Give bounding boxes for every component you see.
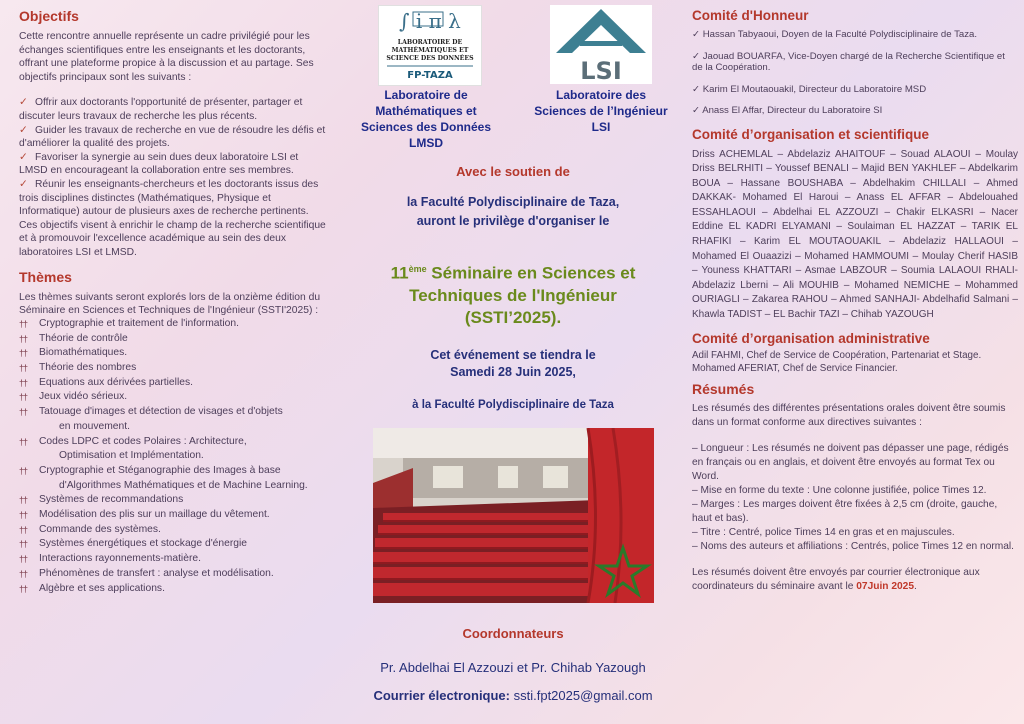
check-icon: ✓ (19, 124, 28, 136)
check-icon: ✓ (692, 29, 701, 40)
theme-item: †† Systèmes énergétiques et stockage d'énergie (19, 537, 328, 552)
check-icon: ✓ (19, 97, 28, 109)
honneur-item: ✓ Jaouad BOUARFA, Vice-Doyen chargé de la Recherche Scientifique et de la Coopération. (692, 50, 1005, 73)
honneur-title: Comité d'Honneur (692, 8, 809, 23)
objectifs-intro: Cette rencontre annuelle représente un cadre privilégié pour les échanges scientifiques entre les enseignants et les doctorants, offrant une plateforme propice à la discussion et au partage. Ses objectifs principaux sont les suivants : (19, 31, 314, 83)
coord-names: Pr. Abdelhai El Azzouzi et Pr. Chihab Yazough (380, 660, 646, 675)
objectifs-title: Objectifs (19, 8, 79, 24)
right-column (686, 0, 1024, 724)
themes-intro: Les thèmes suivants seront explorés lors de la onzième édition du Séminaire en Sciences et Techniques de l'Ingénieur (SSTI'2025) : (19, 291, 321, 316)
dagger-icon: †† (19, 583, 28, 594)
auditorium-illustration (373, 428, 654, 603)
dagger-icon: †† (19, 495, 28, 506)
faculty-line1: la Faculté Polydisciplinaire de Taza, (406, 195, 620, 209)
dagger-icon: †† (19, 377, 28, 388)
svg-text:FP-TAZA: FP-TAZA (407, 70, 453, 81)
svg-text:LABORATOIRE DE: LABORATOIRE DE (397, 39, 463, 46)
event-line2: Samedi 28 Juin 2025, (450, 365, 576, 379)
theme-item: †† Tatouage d'images et détection de visages et d'objets en mouvement. (19, 406, 283, 432)
objectif-item: ✓ Guider les travaux de recherche en vue de résoudre les défis et d'améliorer la qualité des projets. (19, 124, 326, 150)
dagger-icon: †† (19, 392, 28, 403)
svg-text:MATHÉMATIQUES ET: MATHÉMATIQUES ET (391, 47, 469, 54)
resumes-title: Résumés (692, 380, 755, 397)
admin-committee-title: Comité d’organisation administrative (692, 330, 930, 346)
theme-item: †† Algèbre et ses applications. (19, 582, 328, 597)
resumes-rule: – Titre : Centré, police Times 14 en gras et en majuscules. (692, 526, 955, 538)
dagger-icon: †† (19, 333, 28, 344)
dagger-icon: †† (19, 348, 28, 359)
sci-committee-members: Driss ACHEMLAL – Abdelaziz AHAITOUF – Souad ALAOUI – Moulay Driss BELRHITI – Youssef BENALI – Majid BEN YAKHLEF – Abdelkarim BOUA – Hassane BOUSHABA – Abdelhakim CHILLALI – Ahmed DAKKAK- Mohamed El Haroui – Anass EL AFFAR – Abdelouahed ESSAHLAOUI – Abdelhai EL AZZOUZI – Chakir ELKASRI – Nacer Eddine EL KADRI ELYAMANI – Soulaiman EL HAZZAT – TARIK EL RHAFIKI – Karim EL MOUTAOUAKIL – Abdelaziz HALLAOUI – Mohamed El Ouaazizi – Mohamed HAMMOUMI – Moulay Cherif HASIB – Youness KHATTARI – Asmae LABZOUR – Soumia LALAOUI RHALI- Abdelaziz Lberni – Ali MOUHIB – Mohamed NEMICHE – Mohammed OURIAGLI – Zakarea RAHOU – Ahmed SANHAJI- Abdelhafid Salmani – Khawla TADIST – EL Bachir TAZI – Chihab YAZOUGH (692, 148, 1018, 321)
middle-column (340, 0, 686, 724)
dagger-icon: †† (19, 539, 28, 550)
svg-text:∫ i π λ: ∫ i π λ (399, 9, 461, 33)
check-icon: ✓ (692, 105, 701, 116)
admin-line: Adil FAHMI, Chef de Service de Coopération, Partenariat et Stage. (692, 349, 982, 361)
dagger-icon: †† (19, 568, 28, 579)
dagger-icon: †† (19, 407, 28, 418)
lsi-logo (550, 5, 652, 84)
objectif-item: ✓ Offrir aux doctorants l'opportunité de présenter, partager et discuter leurs travaux de recherche les plus récents. (19, 97, 303, 122)
theme-item: †† Commande des systèmes. (19, 523, 328, 538)
dagger-icon: †† (19, 436, 28, 447)
sci-committee-title: Comité d’organisation et scientifique (692, 126, 930, 142)
coord-title: Coordonnateurs (462, 626, 564, 641)
event-line1: Cet événement se tiendra le (430, 348, 596, 362)
lsi-logo-graphic (550, 5, 652, 84)
theme-item: †† Théorie des nombres (19, 361, 328, 376)
support-text: Avec le soutien de (456, 164, 570, 179)
dagger-icon: †† (19, 510, 28, 521)
lab1-name: Laboratoire de Mathématiques et Sciences des Données LMSD (360, 88, 492, 150)
dagger-icon: †† (19, 363, 28, 374)
check-icon: ✓ (692, 83, 701, 95)
theme-item: †† Systèmes de recommandations (19, 493, 328, 508)
theme-item: †† Modélisation des plis sur un maillage du vêtement. (19, 508, 328, 523)
objectifs-list (19, 96, 328, 218)
check-icon: ✓ (19, 151, 28, 163)
dagger-icon: †† (19, 554, 28, 565)
lmsd-logo-graphic (379, 6, 481, 85)
resumes-rule: – Marges : Les marges doivent être fixées à 2,5 cm (droite, gauche, haut et bas). (692, 498, 998, 524)
auditorium-photo (373, 428, 654, 603)
resumes-rule: – Mise en forme du texte : Une colonne justifiée, police Times 12. (692, 484, 987, 496)
honneur-item: ✓ Hassan Tabyaoui, Doyen de la Faculté Polydisciplinaire de Taza. (692, 29, 978, 40)
theme-item: †† Théorie de contrôle (19, 332, 328, 347)
themes-title: Thèmes (19, 268, 72, 285)
theme-item: †† Phénomènes de transfert : analyse et modélisation. (19, 567, 328, 582)
resumes-rule: – Noms des auteurs et affiliations : Centrés, police Times 12 en normal. (692, 540, 1015, 552)
theme-item: †† Jeux vidéo sérieux. (19, 390, 328, 405)
email-value[interactable]: ssti.fpt2025@gmail.com (510, 688, 653, 703)
resumes-intro: Les résumés des différentes présentations orales doivent être soumis dans un format conforme aux directives suivantes : (692, 402, 1006, 428)
dagger-icon: †† (19, 524, 28, 535)
themes-list (19, 317, 328, 596)
dagger-icon: †† (19, 318, 28, 329)
lmsd-logo (378, 5, 482, 86)
theme-item: †† Cryptographie et traitement de l'information. (19, 317, 328, 332)
check-icon: ✓ (692, 50, 701, 62)
objectif-item: ✓ Réunir les enseignants-chercheurs et les doctorants issus des trois disciplines distinctes (Mathématiques, Physique et Informatique) autour de plusieurs axes de recherche pertinents. (19, 178, 319, 218)
theme-item: †† Equations aux dérivées partielles. (19, 376, 328, 391)
theme-item: †† Cryptographie et Stéganographie des Images à base d'Algorithmes Mathématiques et de Machine Learning. (19, 464, 308, 491)
lab2-name: Laboratoire des Sciences de l’Ingénieur LSI (534, 88, 668, 134)
left-column (0, 0, 338, 724)
svg-text:SCIENCE DES DONNÉES: SCIENCE DES DONNÉES (386, 55, 474, 62)
resumes-send: Les résumés doivent être envoyés par courrier électronique aux coordinateurs du séminaire avant le 07Juin 2025. (692, 566, 980, 592)
theme-item: †† Biomathématiques. (19, 346, 328, 361)
honneur-item: ✓ Anass El Affar, Directeur du Laboratoire SI (692, 105, 883, 116)
dagger-icon: †† (19, 465, 28, 476)
theme-item: †† Interactions rayonnements-matière. (19, 552, 328, 567)
deadline-date: 07Juin 2025 (856, 580, 915, 592)
coord-email: Courrier électronique: ssti.fpt2025@gmail.com (373, 688, 653, 703)
theme-item: †† Codes LDPC et codes Polaires : Architecture, Optimisation et Implémentation. (19, 435, 247, 462)
svg-text:LSI: LSI (580, 57, 622, 84)
seminar-title: 11ème Séminaire en Sciences et Techniques de l'Ingénieur (SSTI’2025). (390, 263, 636, 327)
objectifs-outro: Ces objectifs visent à enrichir le champ de la recherche scientifique et à promouvoir l'excellence académique au sein des deux laboratoires LSI et LMSD. (19, 219, 326, 258)
check-icon: ✓ (19, 178, 28, 190)
place-text: à la Faculté Polydisciplinaire de Taza (412, 399, 614, 411)
objectif-item: ✓ Favoriser la synergie au sein dues deux laboratoire LSI et LMSD en encourageant la collaboration entre ses membres. (19, 151, 299, 177)
honneur-item: ✓ Karim El Moutaouakil, Directeur du Laboratoire MSD (692, 83, 927, 95)
faculty-line2: auront le privilège d'organiser le (416, 214, 610, 228)
resumes-rule: – Longueur : Les résumés ne doivent pas dépasser une page, rédigés en français ou en anglais, et doivent être envoyés au format Tex ou Word. (692, 442, 1009, 482)
admin-line: Mohamed AFERIAT, Chef de Service Financier. (692, 362, 898, 374)
